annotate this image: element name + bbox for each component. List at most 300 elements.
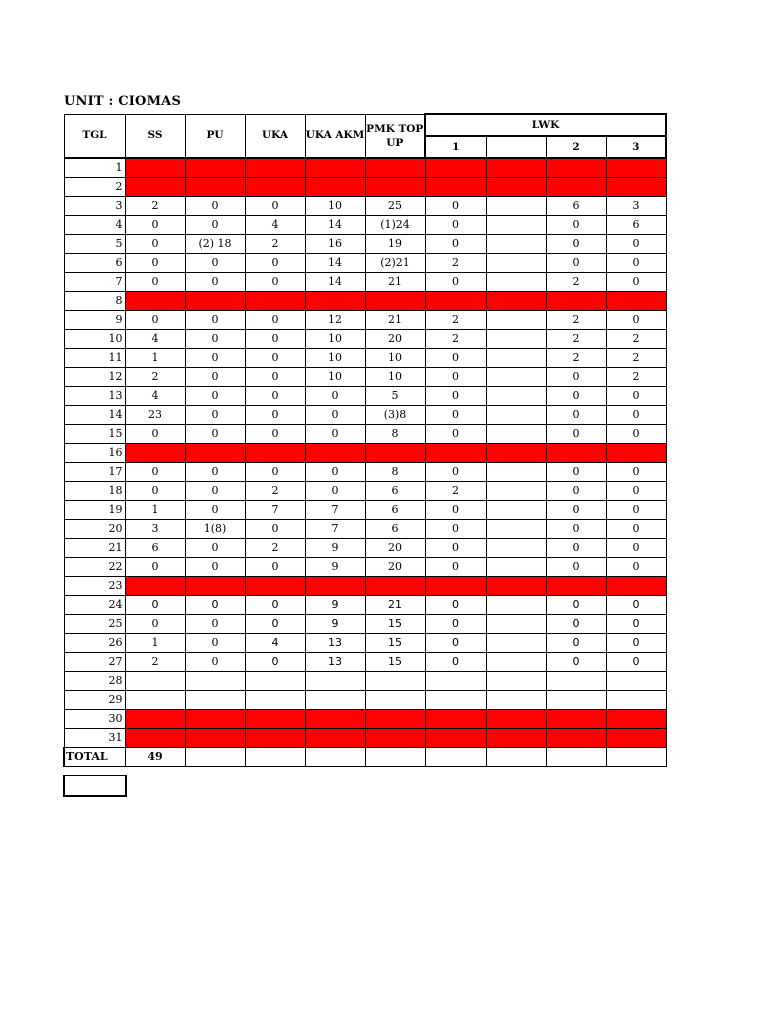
cell-pmk-top-up: 19 (365, 235, 425, 254)
cell-tgl: 11 (64, 349, 125, 368)
total-lwk-blank (486, 748, 546, 767)
cell-lwk-blank (486, 406, 546, 425)
cell-uka-akm: 16 (305, 235, 365, 254)
cell-uka-akm: 0 (305, 406, 365, 425)
cell-ss: 0 (125, 558, 185, 577)
table-row (64, 406, 666, 425)
cell-uka-akm: 10 (305, 197, 365, 216)
cell-lwk-3 (606, 178, 666, 197)
cell-ss (125, 292, 185, 311)
cell-uka (245, 444, 305, 463)
cell-lwk-3: 0 (606, 387, 666, 406)
cell-pu: 0 (185, 634, 245, 653)
total-row (64, 748, 666, 767)
cell-lwk-blank (486, 349, 546, 368)
cell-pmk-top-up: 15 (365, 653, 425, 672)
cell-pu (185, 710, 245, 729)
cell-tgl: 31 (64, 729, 125, 748)
cell-lwk-1: 0 (425, 197, 486, 216)
cell-lwk-1: 0 (425, 501, 486, 520)
cell-lwk-blank (486, 520, 546, 539)
cell-lwk-3 (606, 729, 666, 748)
cell-tgl: 24 (64, 596, 125, 615)
cell-pu: 0 (185, 368, 245, 387)
cell-ss: 1 (125, 634, 185, 653)
cell-uka (245, 691, 305, 710)
cell-lwk-3 (606, 710, 666, 729)
cell-pu (185, 577, 245, 596)
cell-lwk-3: 0 (606, 596, 666, 615)
cell-pu: 0 (185, 254, 245, 273)
cell-ss: 0 (125, 216, 185, 235)
cell-lwk-2: 0 (546, 406, 606, 425)
cell-lwk-3: 0 (606, 634, 666, 653)
cell-pmk-top-up: 25 (365, 197, 425, 216)
cell-ss: 0 (125, 273, 185, 292)
cell-pu (185, 158, 245, 178)
cell-tgl: 4 (64, 216, 125, 235)
cell-lwk-2: 0 (546, 520, 606, 539)
cell-lwk-1: 0 (425, 596, 486, 615)
cell-lwk-3: 0 (606, 653, 666, 672)
cell-tgl: 26 (64, 634, 125, 653)
cell-uka: 0 (245, 197, 305, 216)
cell-pmk-top-up: 20 (365, 330, 425, 349)
total-uka (245, 748, 305, 767)
cell-lwk-2 (546, 158, 606, 178)
cell-tgl: 25 (64, 615, 125, 634)
cell-uka-akm (305, 444, 365, 463)
cell-tgl: 9 (64, 311, 125, 330)
cell-pmk-top-up: (2)21 (365, 254, 425, 273)
cell-lwk-1: 0 (425, 615, 486, 634)
cell-uka: 0 (245, 330, 305, 349)
cell-tgl: 29 (64, 691, 125, 710)
cell-uka-akm: 12 (305, 311, 365, 330)
cell-tgl: 2 (64, 178, 125, 197)
cell-pu: 0 (185, 273, 245, 292)
cell-pu: 0 (185, 330, 245, 349)
header-lwk-2: 2 (546, 136, 606, 158)
cell-uka: 7 (245, 501, 305, 520)
cell-lwk-2: 0 (546, 653, 606, 672)
cell-lwk-blank (486, 178, 546, 197)
cell-pu: (2) 18 (185, 235, 245, 254)
cell-pmk-top-up: (3)8 (365, 406, 425, 425)
cell-lwk-3: 0 (606, 463, 666, 482)
cell-pmk-top-up: 6 (365, 482, 425, 501)
cell-lwk-2: 2 (546, 311, 606, 330)
cell-uka-akm: 10 (305, 368, 365, 387)
total-uka-akm (305, 748, 365, 767)
cell-uka: 0 (245, 615, 305, 634)
cell-pmk-top-up (365, 292, 425, 311)
cell-uka-akm (305, 729, 365, 748)
cell-lwk-3: 6 (606, 216, 666, 235)
table-row (64, 729, 666, 748)
cell-lwk-3 (606, 444, 666, 463)
cell-uka-akm: 0 (305, 482, 365, 501)
table-row (64, 596, 666, 615)
cell-lwk-1: 0 (425, 463, 486, 482)
cell-tgl: 20 (64, 520, 125, 539)
cell-ss: 3 (125, 520, 185, 539)
cell-ss (125, 672, 185, 691)
cell-pmk-top-up: 5 (365, 387, 425, 406)
cell-uka-akm: 9 (305, 539, 365, 558)
cell-pmk-top-up: 10 (365, 368, 425, 387)
cell-lwk-3: 0 (606, 235, 666, 254)
cell-pmk-top-up (365, 577, 425, 596)
cell-lwk-3 (606, 672, 666, 691)
header-pu: PU (185, 114, 245, 158)
empty-box (63, 775, 127, 797)
cell-lwk-1: 0 (425, 216, 486, 235)
cell-pmk-top-up: (1)24 (365, 216, 425, 235)
cell-tgl: 12 (64, 368, 125, 387)
header-lwk-blank (486, 136, 546, 158)
cell-tgl: 5 (64, 235, 125, 254)
table-row (64, 520, 666, 539)
cell-lwk-1: 2 (425, 254, 486, 273)
cell-pu: 0 (185, 615, 245, 634)
cell-ss: 4 (125, 387, 185, 406)
cell-ss (125, 729, 185, 748)
cell-lwk-2: 0 (546, 634, 606, 653)
cell-lwk-2: 2 (546, 330, 606, 349)
cell-uka: 0 (245, 520, 305, 539)
cell-ss: 0 (125, 311, 185, 330)
cell-uka-akm: 0 (305, 425, 365, 444)
header-pmk-top-up-line2: UP (386, 136, 404, 149)
cell-uka (245, 729, 305, 748)
cell-lwk-blank (486, 292, 546, 311)
cell-lwk-3: 2 (606, 330, 666, 349)
cell-pu: 0 (185, 482, 245, 501)
table-row (64, 558, 666, 577)
cell-uka: 0 (245, 349, 305, 368)
cell-ss: 4 (125, 330, 185, 349)
cell-lwk-blank (486, 596, 546, 615)
cell-ss (125, 158, 185, 178)
table-row (64, 254, 666, 273)
cell-lwk-blank (486, 577, 546, 596)
cell-lwk-3 (606, 158, 666, 178)
cell-uka-akm (305, 178, 365, 197)
cell-pu (185, 292, 245, 311)
cell-lwk-1: 0 (425, 520, 486, 539)
cell-lwk-1 (425, 444, 486, 463)
cell-lwk-blank (486, 615, 546, 634)
cell-lwk-1: 0 (425, 425, 486, 444)
cell-tgl: 14 (64, 406, 125, 425)
header-uka: UKA (245, 114, 305, 158)
cell-lwk-3 (606, 292, 666, 311)
cell-lwk-blank (486, 539, 546, 558)
cell-uka (245, 158, 305, 178)
cell-lwk-2: 0 (546, 463, 606, 482)
table-row (64, 444, 666, 463)
cell-uka: 0 (245, 387, 305, 406)
cell-uka: 4 (245, 634, 305, 653)
table-row (64, 425, 666, 444)
cell-lwk-3 (606, 691, 666, 710)
header-tgl: TGL (64, 114, 125, 158)
cell-lwk-blank (486, 273, 546, 292)
cell-uka-akm: 14 (305, 254, 365, 273)
cell-ss: 6 (125, 539, 185, 558)
cell-ss (125, 691, 185, 710)
cell-pmk-top-up: 8 (365, 425, 425, 444)
cell-ss: 0 (125, 615, 185, 634)
table-row (64, 330, 666, 349)
cell-uka: 0 (245, 311, 305, 330)
table-row (64, 615, 666, 634)
cell-lwk-1 (425, 729, 486, 748)
cell-uka-akm: 0 (305, 463, 365, 482)
cell-pu (185, 672, 245, 691)
cell-lwk-blank (486, 311, 546, 330)
cell-lwk-2: 0 (546, 539, 606, 558)
cell-pmk-top-up (365, 672, 425, 691)
cell-lwk-2: 0 (546, 425, 606, 444)
cell-lwk-blank (486, 463, 546, 482)
cell-lwk-2 (546, 444, 606, 463)
cell-lwk-blank (486, 387, 546, 406)
cell-lwk-1 (425, 178, 486, 197)
cell-tgl: 28 (64, 672, 125, 691)
cell-pu (185, 444, 245, 463)
cell-ss: 1 (125, 501, 185, 520)
cell-tgl: 17 (64, 463, 125, 482)
cell-lwk-2: 0 (546, 387, 606, 406)
cell-uka-akm: 13 (305, 634, 365, 653)
cell-uka-akm (305, 691, 365, 710)
cell-lwk-blank (486, 216, 546, 235)
cell-pmk-top-up (365, 444, 425, 463)
cell-pu (185, 178, 245, 197)
cell-uka-akm (305, 710, 365, 729)
cell-pu: 0 (185, 558, 245, 577)
cell-tgl: 8 (64, 292, 125, 311)
cell-uka-akm (305, 577, 365, 596)
cell-lwk-1: 2 (425, 330, 486, 349)
header-lwk: LWK (425, 114, 666, 136)
cell-lwk-2 (546, 729, 606, 748)
header-pmk-top-up (365, 114, 425, 158)
cell-lwk-3: 0 (606, 539, 666, 558)
cell-uka: 4 (245, 216, 305, 235)
cell-lwk-1: 0 (425, 349, 486, 368)
table-row (64, 653, 666, 672)
cell-ss: 2 (125, 197, 185, 216)
cell-ss: 0 (125, 254, 185, 273)
cell-lwk-blank (486, 235, 546, 254)
daily-report-table (63, 113, 667, 767)
cell-lwk-blank (486, 482, 546, 501)
table-row (64, 216, 666, 235)
cell-lwk-3: 0 (606, 311, 666, 330)
cell-lwk-1 (425, 158, 486, 178)
cell-lwk-1: 0 (425, 387, 486, 406)
cell-lwk-3: 0 (606, 425, 666, 444)
cell-lwk-blank (486, 444, 546, 463)
cell-tgl: 18 (64, 482, 125, 501)
cell-lwk-blank (486, 197, 546, 216)
cell-lwk-2: 0 (546, 482, 606, 501)
cell-uka: 0 (245, 653, 305, 672)
cell-tgl: 19 (64, 501, 125, 520)
cell-lwk-3: 3 (606, 197, 666, 216)
cell-pu: 0 (185, 653, 245, 672)
cell-uka-akm (305, 158, 365, 178)
table-row (64, 463, 666, 482)
cell-uka-akm: 9 (305, 615, 365, 634)
unit-title: UNIT : CIOMAS (64, 94, 182, 109)
table-row (64, 349, 666, 368)
cell-pu (185, 729, 245, 748)
cell-pmk-top-up (365, 710, 425, 729)
cell-lwk-1: 2 (425, 482, 486, 501)
cell-tgl: 1 (64, 158, 125, 178)
cell-uka: 2 (245, 539, 305, 558)
cell-ss (125, 577, 185, 596)
cell-ss: 0 (125, 463, 185, 482)
cell-uka: 2 (245, 482, 305, 501)
cell-pmk-top-up: 15 (365, 615, 425, 634)
cell-pu: 1(8) (185, 520, 245, 539)
cell-lwk-blank (486, 368, 546, 387)
cell-ss: 0 (125, 482, 185, 501)
cell-lwk-2: 0 (546, 558, 606, 577)
cell-ss: 2 (125, 653, 185, 672)
cell-lwk-2: 0 (546, 254, 606, 273)
cell-lwk-blank (486, 558, 546, 577)
cell-lwk-2: 2 (546, 349, 606, 368)
total-lwk-2 (546, 748, 606, 767)
cell-lwk-1: 0 (425, 634, 486, 653)
cell-tgl: 30 (64, 710, 125, 729)
cell-lwk-1 (425, 672, 486, 691)
cell-lwk-3: 0 (606, 501, 666, 520)
cell-lwk-2: 6 (546, 197, 606, 216)
cell-pmk-top-up (365, 729, 425, 748)
cell-pmk-top-up: 8 (365, 463, 425, 482)
cell-ss (125, 444, 185, 463)
cell-uka (245, 672, 305, 691)
cell-uka-akm: 9 (305, 596, 365, 615)
cell-pmk-top-up: 20 (365, 558, 425, 577)
cell-uka (245, 178, 305, 197)
table-row (64, 311, 666, 330)
cell-uka-akm: 14 (305, 273, 365, 292)
cell-uka (245, 292, 305, 311)
cell-lwk-blank (486, 729, 546, 748)
total-pu (185, 748, 245, 767)
cell-lwk-1: 0 (425, 539, 486, 558)
cell-uka: 0 (245, 425, 305, 444)
cell-tgl: 23 (64, 577, 125, 596)
cell-tgl: 22 (64, 558, 125, 577)
total-label: TOTAL (64, 748, 125, 767)
cell-lwk-blank (486, 425, 546, 444)
cell-ss: 2 (125, 368, 185, 387)
cell-lwk-3: 0 (606, 254, 666, 273)
cell-lwk-1: 0 (425, 558, 486, 577)
cell-ss: 1 (125, 349, 185, 368)
total-lwk-3 (606, 748, 666, 767)
cell-ss: 0 (125, 596, 185, 615)
cell-lwk-2 (546, 710, 606, 729)
table-body (64, 158, 666, 748)
cell-pu: 0 (185, 311, 245, 330)
cell-uka: 0 (245, 273, 305, 292)
cell-lwk-2 (546, 292, 606, 311)
table-row (64, 501, 666, 520)
header-pmk-top-up-line1: PMK TOP (366, 122, 424, 135)
cell-uka (245, 710, 305, 729)
cell-lwk-2 (546, 577, 606, 596)
cell-uka-akm: 13 (305, 653, 365, 672)
cell-uka: 2 (245, 235, 305, 254)
table-row (64, 235, 666, 254)
cell-uka-akm: 14 (305, 216, 365, 235)
cell-tgl: 16 (64, 444, 125, 463)
cell-uka-akm: 7 (305, 520, 365, 539)
table-row (64, 197, 666, 216)
cell-pmk-top-up: 6 (365, 520, 425, 539)
cell-uka-akm: 7 (305, 501, 365, 520)
cell-lwk-blank (486, 254, 546, 273)
cell-pmk-top-up: 21 (365, 273, 425, 292)
cell-lwk-1: 0 (425, 653, 486, 672)
cell-pmk-top-up (365, 691, 425, 710)
table-row (64, 178, 666, 197)
cell-pmk-top-up (365, 158, 425, 178)
cell-uka: 0 (245, 463, 305, 482)
cell-lwk-2 (546, 178, 606, 197)
cell-pu: 0 (185, 406, 245, 425)
cell-pmk-top-up: 10 (365, 349, 425, 368)
header-lwk-1: 1 (425, 136, 486, 158)
table-row (64, 710, 666, 729)
cell-lwk-3: 0 (606, 482, 666, 501)
header-lwk-3: 3 (606, 136, 666, 158)
cell-pu: 0 (185, 349, 245, 368)
table-row (64, 368, 666, 387)
cell-tgl: 10 (64, 330, 125, 349)
cell-lwk-2: 0 (546, 235, 606, 254)
cell-tgl: 27 (64, 653, 125, 672)
cell-uka-akm: 10 (305, 330, 365, 349)
cell-pu: 0 (185, 425, 245, 444)
cell-tgl: 7 (64, 273, 125, 292)
cell-lwk-3: 2 (606, 349, 666, 368)
cell-ss (125, 178, 185, 197)
cell-lwk-2: 0 (546, 615, 606, 634)
cell-lwk-3: 0 (606, 615, 666, 634)
cell-tgl: 13 (64, 387, 125, 406)
cell-uka-akm (305, 292, 365, 311)
cell-lwk-3: 0 (606, 520, 666, 539)
cell-ss: 0 (125, 425, 185, 444)
table-row (64, 539, 666, 558)
cell-lwk-blank (486, 501, 546, 520)
cell-lwk-blank (486, 710, 546, 729)
table-row (64, 482, 666, 501)
total-pmk-top-up (365, 748, 425, 767)
table-row (64, 672, 666, 691)
